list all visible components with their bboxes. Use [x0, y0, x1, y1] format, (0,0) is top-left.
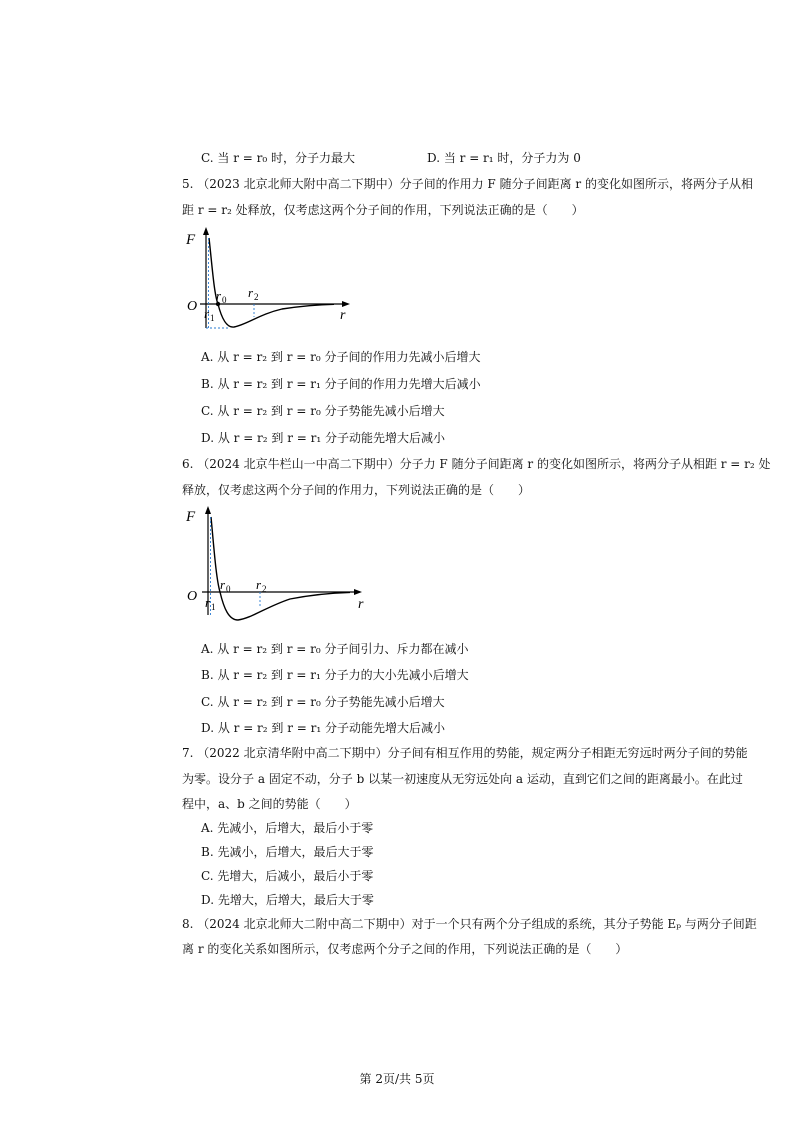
- q6-label-F: F: [186, 509, 196, 525]
- q5-label-r: r: [340, 308, 346, 323]
- q6-label-O: O: [187, 589, 198, 604]
- q6-label-r1: r: [205, 595, 211, 610]
- q6-stem-line1: 6. （2024 北京牛栏山一中高二下期中）分子力 F 随分子间距离 r 的变化如图所示，将两分子从相距 r = r₂ 处: [182, 457, 771, 471]
- q5-label-r1-sub: 1: [210, 313, 215, 323]
- q5-label-r0: r: [216, 288, 222, 303]
- q5-x-arrow: [342, 301, 350, 307]
- q7-stem-line1: 7. （2022 北京清华附中高二下期中）分子间有相互作用的势能，规定两分子相距无穷远时两分子间的势能: [182, 746, 748, 760]
- q5-label-r2: r: [248, 285, 254, 300]
- q7-option-c: C. 先增大，后减小，最后小于零: [201, 869, 374, 883]
- q5-option-b: B. 从 r = r₂ 到 r = r₁ 分子间的作用力先增大后减小: [201, 377, 481, 391]
- q5-label-r1: r: [204, 306, 210, 321]
- q7-option-a: A. 先减小，后增大，最后小于零: [201, 821, 374, 835]
- q6-force-graph: [182, 503, 372, 621]
- page-footer: 第 2页/共 5页: [359, 1072, 435, 1086]
- q7-option-d: D. 先增大，后增大，最后大于零: [201, 893, 374, 907]
- q6-option-b: B. 从 r = r₂ 到 r = r₁ 分子力的大小先减小后增大: [201, 668, 469, 682]
- q5-label-r0-sub: 0: [222, 295, 227, 305]
- q8-stem-line2: 离 r 的变化关系如图所示，仅考虑两个分子之间的作用，下列说法正确的是（ ）: [182, 942, 628, 956]
- q5-y-arrow: [203, 227, 209, 235]
- q7-stem-line3: 程中，a、b 之间的势能（ ）: [182, 797, 357, 811]
- q6-force-curve: [211, 517, 350, 620]
- q6-stem-line2: 释放，仅考虑这两个分子间的作用力，下列说法正确的是（ ）: [182, 483, 531, 497]
- q6-label-r2: r: [256, 577, 262, 592]
- q5-label-r2-sub: 2: [254, 292, 259, 302]
- q6-label-r2-sub: 2: [262, 584, 267, 594]
- q6-option-d: D. 从 r = r₂ 到 r = r₁ 分子动能先增大后减小: [201, 721, 446, 735]
- q6-option-c: C. 从 r = r₂ 到 r = r₀ 分子势能先减小后增大: [201, 695, 445, 709]
- q8-stem-line1: 8. （2024 北京北师大二附中高二下期中）对于一个只有两个分子组成的系统，其分子势能 Eₚ 与两分子间距: [182, 917, 757, 931]
- q5-stem-line1: 5. （2023 北京北师大附中高二下期中）分子间的作用力 F 随分子间距离 r 的变化如图所示，将两分子从相: [182, 177, 753, 191]
- q6-label-r: r: [358, 597, 364, 612]
- q5-option-c: C. 从 r = r₂ 到 r = r₀ 分子势能先减小后增大: [201, 404, 445, 418]
- q4-option-c: C. 当 r = r₀ 时，分子力最大: [201, 151, 355, 165]
- q6-label-r1-sub: 1: [211, 602, 216, 612]
- q6-x-arrow: [354, 589, 362, 595]
- q5-force-curve: [209, 238, 334, 327]
- q6-label-r0: r: [220, 577, 226, 592]
- q6-label-r0-sub: 0: [226, 584, 231, 594]
- q6-option-a: A. 从 r = r₂ 到 r = r₀ 分子间引力、斥力都在减小: [201, 642, 469, 656]
- q6-y-arrow: [205, 506, 211, 514]
- q7-option-b: B. 先减小，后增大，最后大于零: [201, 845, 374, 859]
- q5-label-O: O: [187, 299, 198, 314]
- q5-label-F: F: [186, 232, 196, 248]
- q4-option-d: D. 当 r = r₁ 时，分子力为 0: [427, 151, 581, 165]
- q7-stem-line2: 为零。设分子 a 固定不动，分子 b 以某一初速度从无穷远处向 a 运动，直到它们之间的距离最小。在此过: [182, 772, 743, 786]
- q5-option-d: D. 从 r = r₂ 到 r = r₁ 分子动能先增大后减小: [201, 431, 446, 445]
- q5-option-a: A. 从 r = r₂ 到 r = r₀ 分子间的作用力先减小后增大: [201, 350, 481, 364]
- q5-force-graph: [182, 224, 357, 332]
- q5-stem-line2: 距 r = r₂ 处释放，仅考虑这两个分子间的作用，下列说法正确的是（ ）: [182, 203, 584, 217]
